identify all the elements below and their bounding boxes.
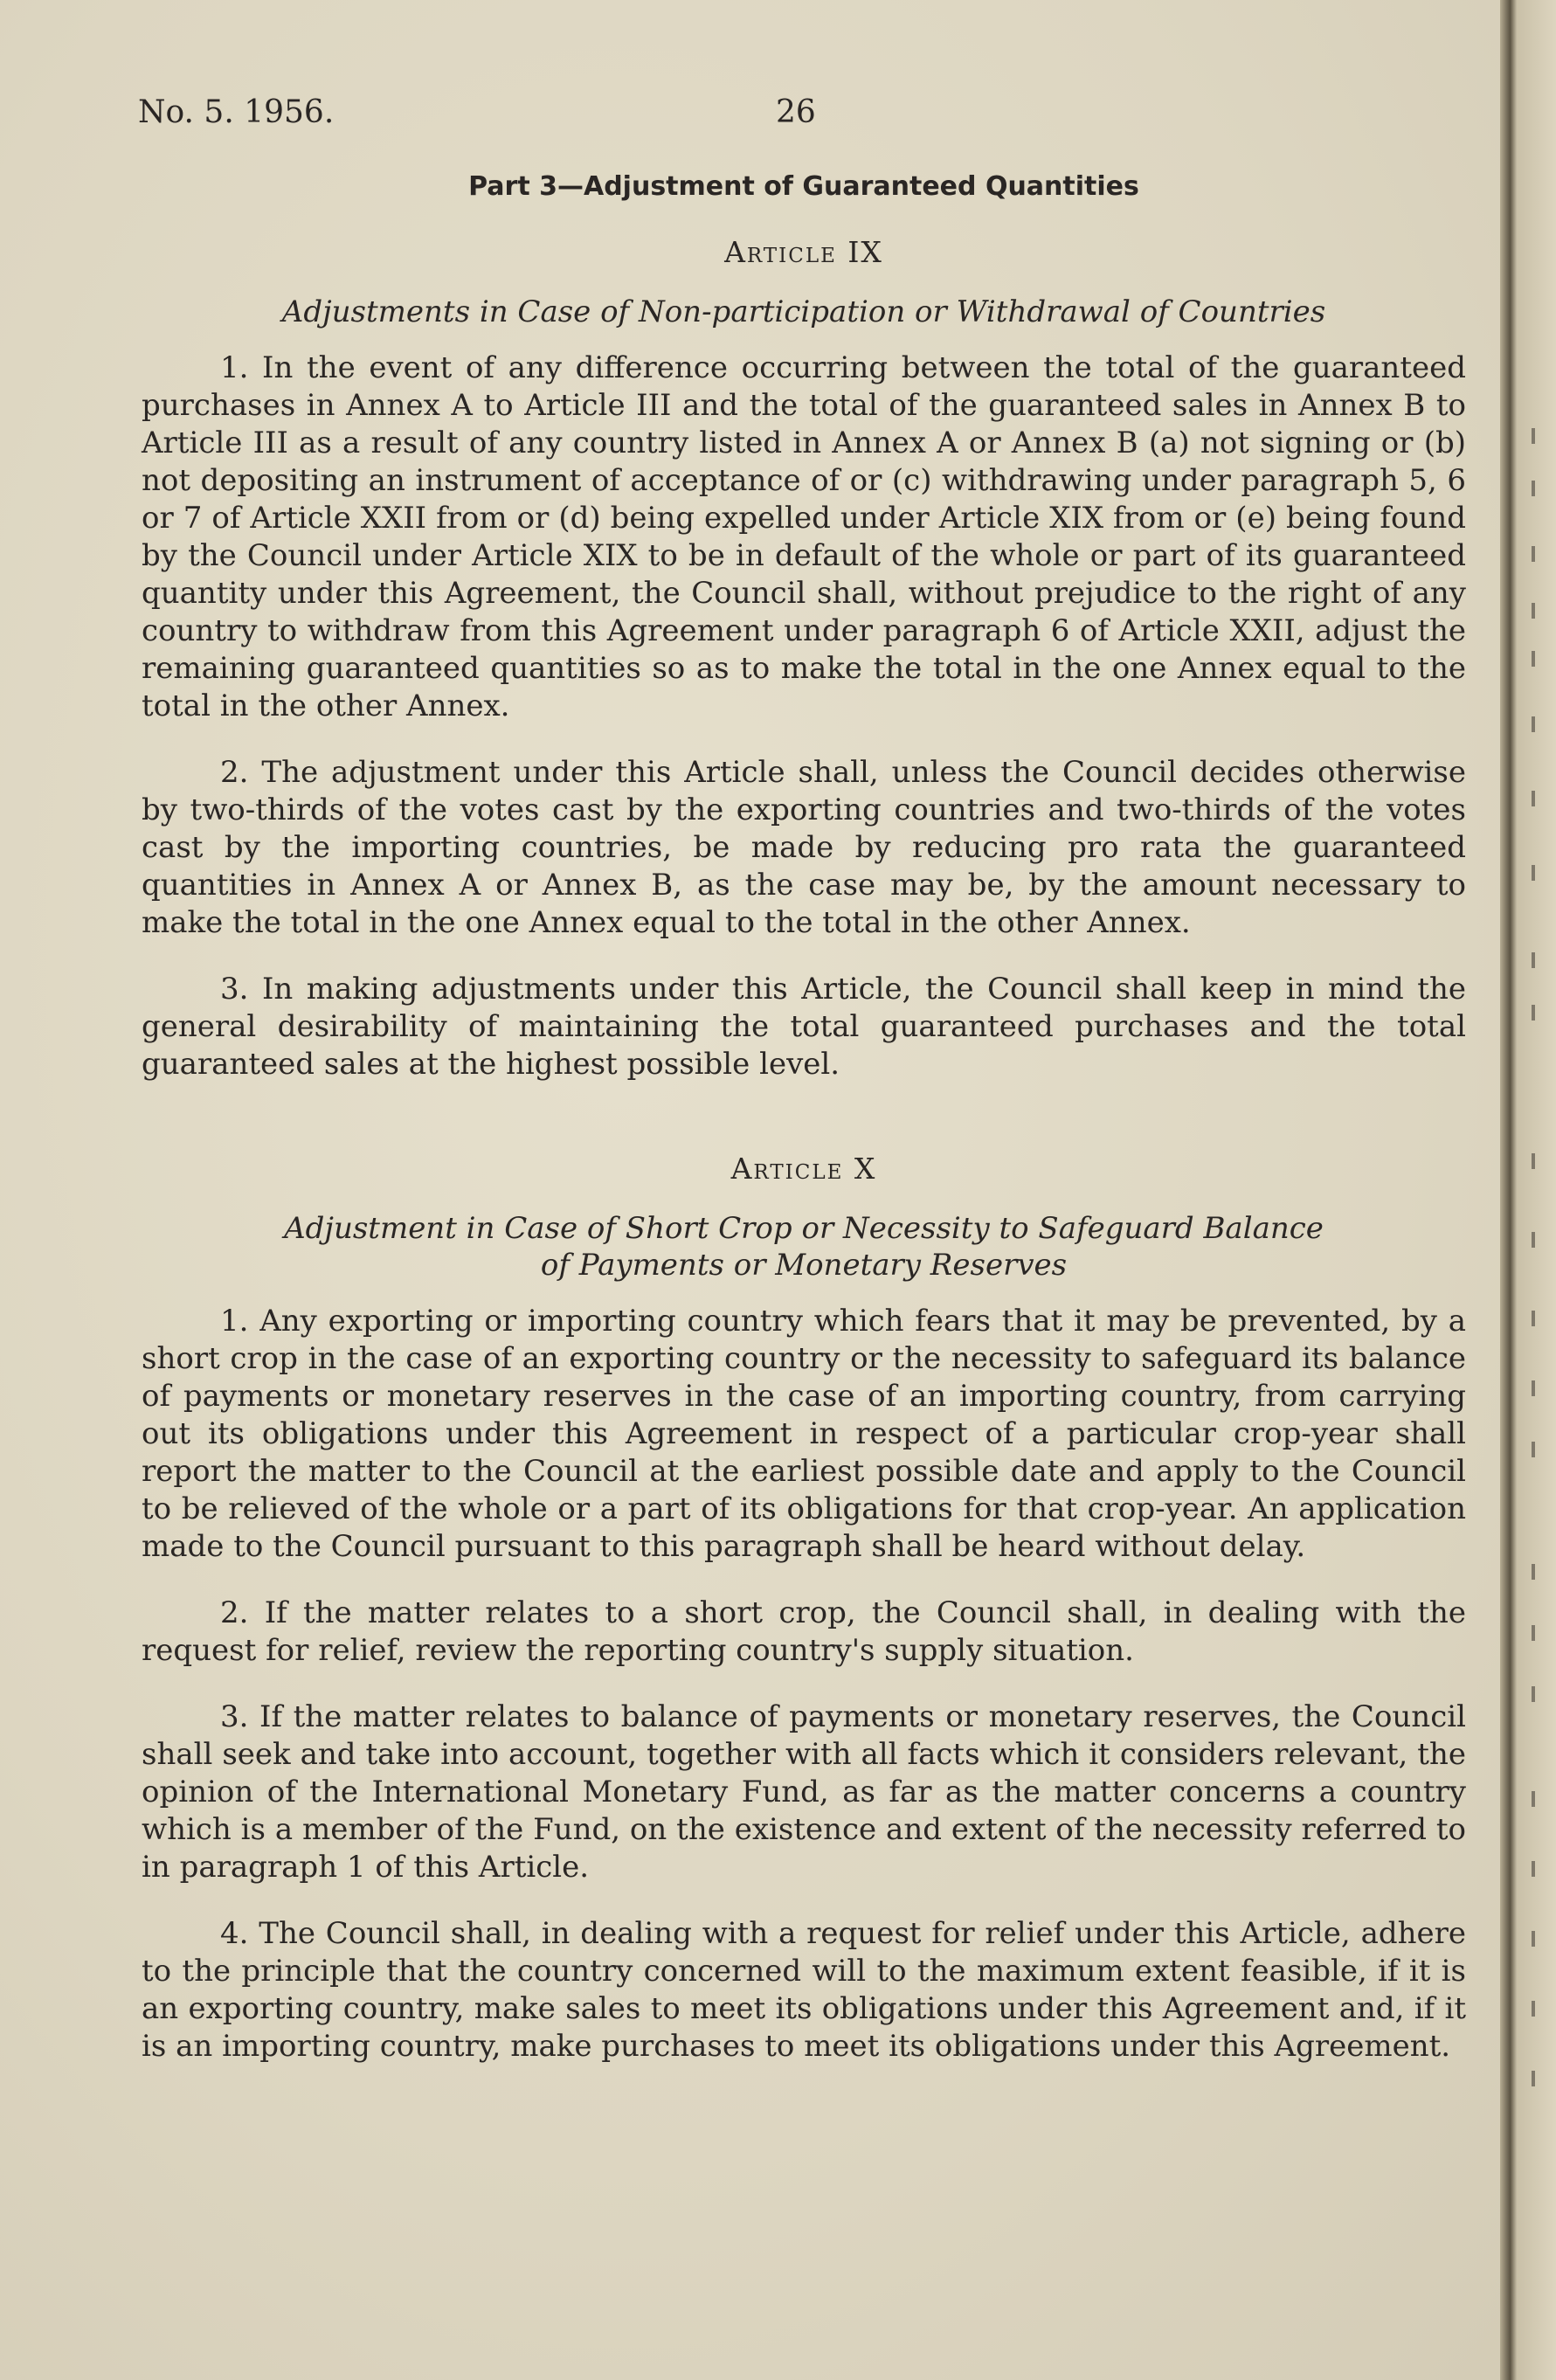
article-heading: Article X xyxy=(730,1152,877,1186)
margin-bleed-marks xyxy=(1532,428,1544,2176)
page-number: 26 xyxy=(776,94,816,130)
paragraph: 3. If the matter relates to balance of payments or monetary reserves, the Council shall seek and take into account, together with all facts which it considers relevant, the opinion of the International Monetary Fund, as far as the matter concerns a country which is a member of the Fund, on the existence and extent of the necessity referred to in paragraph 1 of this Article. xyxy=(142,1699,1466,1885)
paragraph: 1. In the event of any difference occurring between the total of the guaranteed purchases in Annex A to Article III and the total of the guaranteed sales in Annex B to Article III as a result of any country listed in Annex A or Annex B (a) not signing or (b) not depositing an instrument of acceptance of or (c) withdrawing under paragraph 5, 6 or 7 of Article XXII from or (d) being expelled under Article XIX from or (e) being found by the Council under Article XIX to be in default of the whole or part of its guaranteed quantity under this Agreement, the Council shall, without prejudice to the right of any country to withdraw from this Agreement under paragraph 6 of Article XXII, adjust the remaining guaranteed quantities so as to make the total in the one Annex equal to the total in the other Annex. xyxy=(142,350,1466,723)
article-subheading-line: Adjustment in Case of Short Crop or Necessity to Safeguard Balance xyxy=(284,1211,1324,1246)
paragraph: 2. The adjustment under this Article shall, unless the Council decides otherwise by two-thirds of the votes cast by the exporting countries and two-thirds of the votes cast by the importing countries, be made by reducing pro rata the guaranteed quantities in Annex A or Annex B, as the case may be, by the amount necessary to make the total in the one Annex equal to the total in the other Annex. xyxy=(142,755,1466,940)
article-x xyxy=(142,1152,1466,2065)
page-header xyxy=(138,94,1466,147)
paragraph: 2. If the matter relates to a short crop, the Council shall, in dealing with the request for relief, review the reporting country's supply situation. xyxy=(142,1595,1466,1668)
part-title: Part 3—Adjustment of Guaranteed Quantities xyxy=(468,171,1139,202)
document-number: No. 5. 1956. xyxy=(138,94,335,130)
article-heading: Article IX xyxy=(724,235,883,269)
paragraph: 3. In making adjustments under this Article, the Council shall keep in mind the general desirability of maintaining the total guaranteed purchases and the total guaranteed sales at the highest possible level. xyxy=(142,972,1466,1082)
article-subheading xyxy=(142,1210,1466,1283)
page-body xyxy=(142,171,1466,2094)
article-subheading: Adjustments in Case of Non-participation or Withdrawal of Countries xyxy=(281,294,1326,329)
paragraph: 1. Any exporting or importing country which fears that it may be prevented, by a short crop in the case of an exporting country or the necessity to safeguard its balance of payments or monetary reserves in the case of an importing country, from carrying out its obligations under this Agreement in respect of a particular crop-year shall report the matter to the Council at the earliest possible date and apply to the Council to be relieved of the whole or a part of its obligations for that crop-year. An application made to the Council pursuant to this paragraph shall be heard without delay. xyxy=(142,1304,1466,1564)
paragraph: 4. The Council shall, in dealing with a request for relief under this Article, adhere to the principle that the country concerned will to the maximum extent feasible, if it is an exporting country, make sales to meet its obligations under this Agreement and, if it is an importing country, make purchases to meet its obligations under this Agreement. xyxy=(142,1916,1466,2064)
article-subheading-line: of Payments or Monetary Reserves xyxy=(540,1248,1068,1283)
article-ix xyxy=(142,235,1466,1083)
book-spine-shadow xyxy=(1500,0,1556,2380)
